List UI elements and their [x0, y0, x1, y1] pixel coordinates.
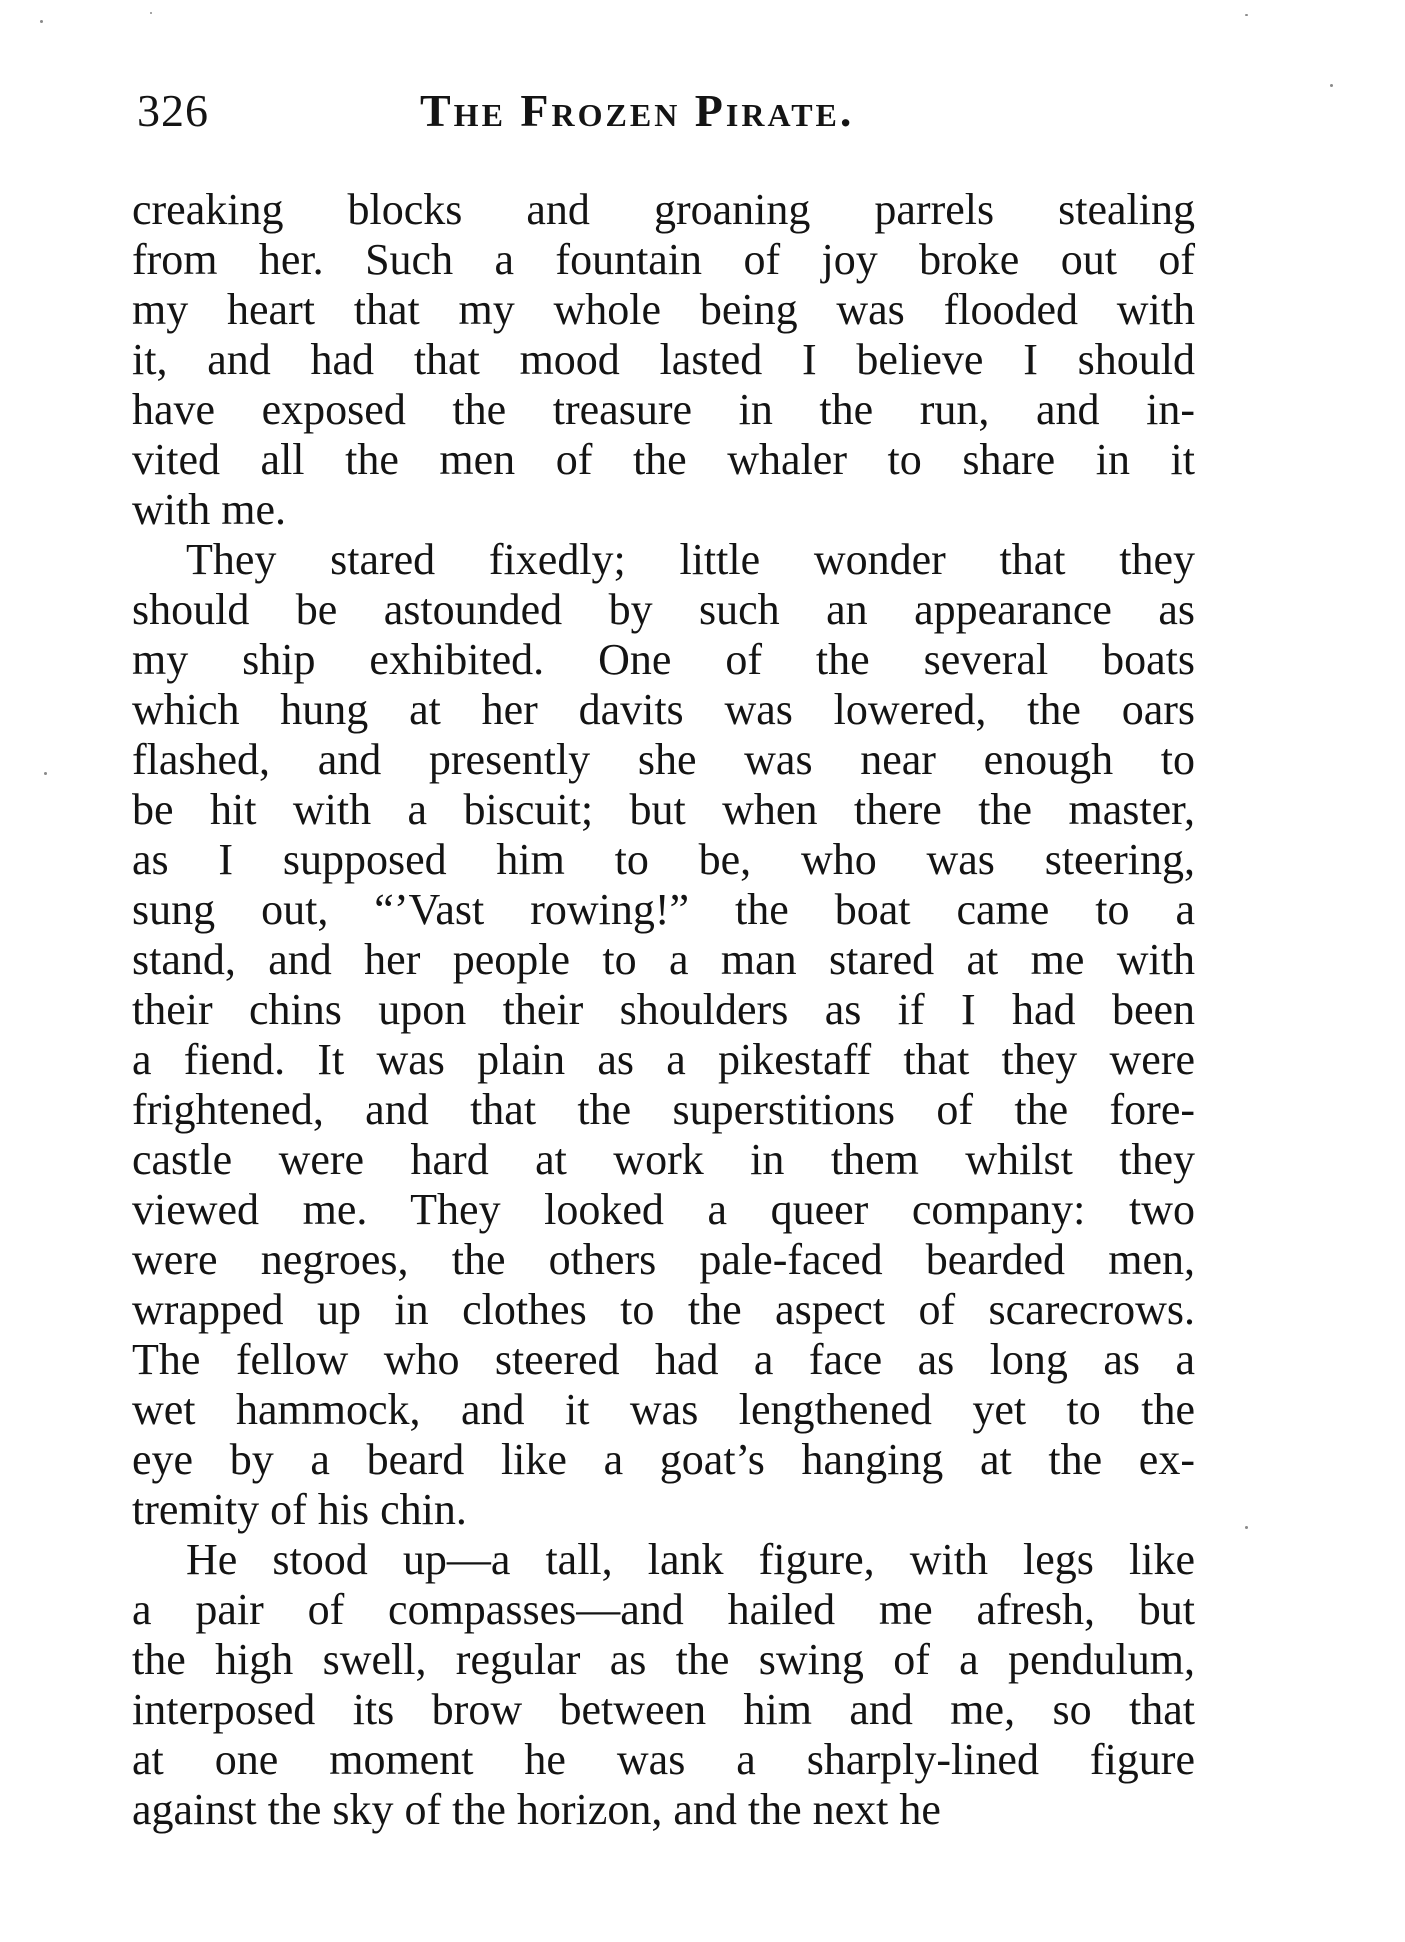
text-line: the high swell, regular as the swing of a pendulum,: [132, 1635, 1195, 1684]
text-line: against the sky of the horizon, and the next he: [132, 1785, 941, 1834]
body-text: [132, 185, 1195, 1835]
text-line: at one moment he was a sharply-lined figure: [132, 1735, 1195, 1784]
text-line: stand, and her people to a man stared at me with: [132, 935, 1195, 984]
text-line: castle were hard at work in them whilst they: [132, 1135, 1195, 1184]
text-line: eye by a beard like a goat’s hanging at the ex-: [132, 1435, 1195, 1484]
text-line: He stood up—a tall, lank figure, with legs like: [186, 1535, 1195, 1584]
text-line: their chins upon their shoulders as if I had been: [132, 985, 1195, 1034]
scan-speck: [44, 772, 47, 775]
running-title: The Frozen Pirate.: [420, 85, 855, 136]
scan-speck: [1330, 84, 1333, 87]
scan-speck: [1245, 14, 1248, 16]
paragraph: [132, 185, 1195, 535]
text-line: which hung at her davits was lowered, the oars: [132, 685, 1195, 734]
text-line: it, and had that mood lasted I believe I should: [132, 335, 1195, 384]
text-line: sung out, “’Vast rowing!” the boat came to a: [132, 885, 1195, 934]
text-line: be hit with a biscuit; but when there the master,: [132, 785, 1195, 834]
text-line: wet hammock, and it was lengthened yet to the: [132, 1385, 1195, 1434]
paragraph: [132, 535, 1195, 1535]
text-line: wrapped up in clothes to the aspect of scarecrows.: [132, 1285, 1195, 1334]
text-line: interposed its brow between him and me, so that: [132, 1685, 1195, 1734]
text-line: my ship exhibited. One of the several boats: [132, 635, 1195, 684]
text-line: tremity of his chin.: [132, 1485, 467, 1534]
text-line: a fiend. It was plain as a pikestaff that they were: [132, 1035, 1195, 1084]
text-line: have exposed the treasure in the run, and in-: [132, 385, 1195, 434]
text-line: vited all the men of the whaler to share in it: [132, 435, 1195, 484]
text-line: as I supposed him to be, who was steering,: [132, 835, 1195, 884]
text-line: creaking blocks and groaning parrels stealing: [132, 185, 1195, 234]
text-line: a pair of compasses—and hailed me afresh, but: [132, 1585, 1195, 1634]
text-line: with me.: [132, 485, 286, 534]
text-line: viewed me. They looked a queer company: two: [132, 1185, 1195, 1234]
text-line: flashed, and presently she was near enough to: [132, 735, 1195, 784]
text-line: were negroes, the others pale-faced bearded men,: [132, 1235, 1195, 1284]
scan-speck: [40, 20, 43, 23]
text-line: The fellow who steered had a face as long as a: [132, 1335, 1195, 1384]
text-line: my heart that my whole being was flooded with: [132, 285, 1195, 334]
scan-speck: [1245, 1526, 1248, 1529]
text-line: They stared fixedly; little wonder that they: [186, 535, 1195, 584]
scan-speck: [150, 12, 152, 14]
paragraph: [132, 1535, 1195, 1835]
page-number: 326: [137, 85, 209, 136]
text-line: should be astounded by such an appearance as: [132, 585, 1195, 634]
text-line: from her. Such a fountain of joy broke out of: [132, 235, 1195, 284]
text-line: frightened, and that the superstitions of the fore-: [132, 1085, 1195, 1134]
